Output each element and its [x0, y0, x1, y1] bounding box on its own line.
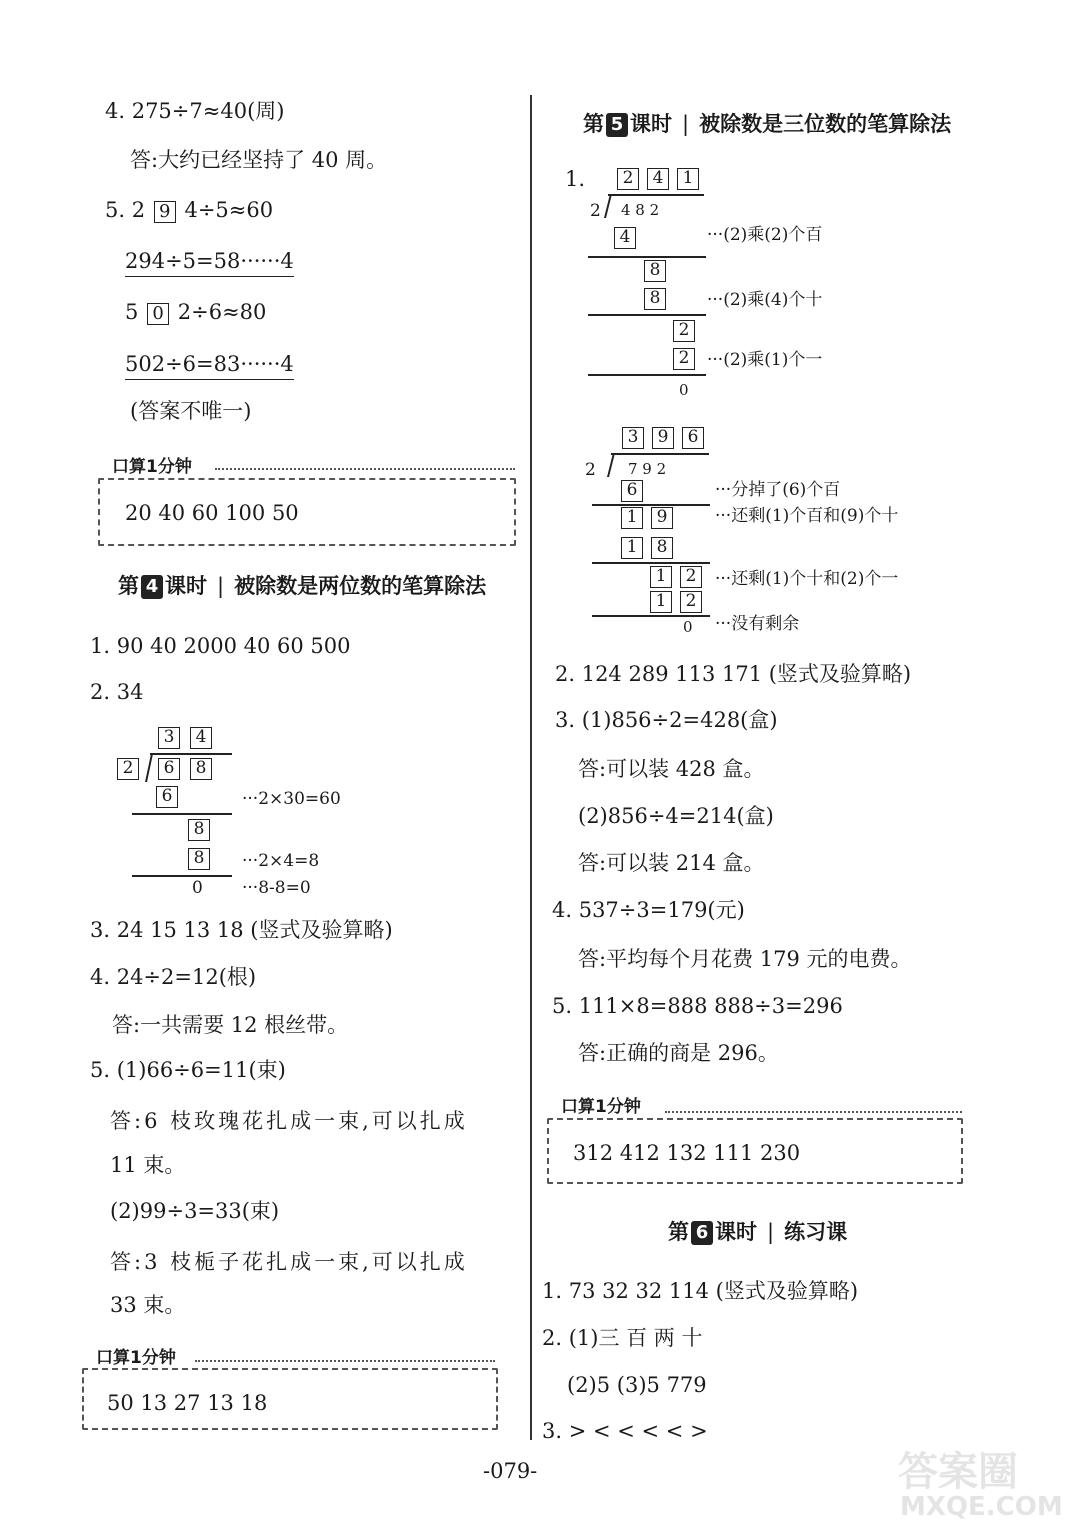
kousuan-label-2: 口算1分钟: [92, 1343, 180, 1368]
step-note: ···(2)乘(2)个百: [707, 225, 823, 245]
lesson-6-pre: 第: [668, 1220, 689, 1244]
subtraction-line: [588, 374, 706, 376]
dividend: 7 9 2: [628, 460, 667, 478]
remainder-box: 8: [188, 819, 210, 841]
lesson-5-header: [583, 110, 951, 138]
divisor-box: 2: [117, 758, 139, 780]
subtrahend-box: 8: [188, 848, 210, 870]
division-bracket: [604, 194, 611, 218]
kousuan-dots: [215, 468, 515, 470]
lesson-4-header: [118, 572, 486, 600]
remainder-box: 8: [644, 260, 666, 282]
subtrahend-box: 8: [644, 288, 666, 310]
subtrahend-box: 1: [650, 591, 672, 613]
l-q5-row1: [105, 197, 273, 223]
r-q3-eq1: 3. (1)856÷2=428(盒): [555, 708, 778, 732]
l-q5-row3-pre: 5: [125, 300, 139, 324]
subtrahend-box: 6: [621, 480, 643, 502]
zero-remainder: 0: [683, 618, 693, 636]
r-q4-equation: 4. 537÷3=179(元): [552, 898, 745, 922]
step-note: ···没有剩余: [715, 614, 800, 634]
l-q4-answer: 答:大约已经坚持了 40 周。: [130, 148, 388, 172]
l4-q5-ans2b: 33 束。: [110, 1293, 186, 1317]
subtrahend-box: 2: [680, 591, 702, 613]
step-note: ···(2)乘(1)个一: [707, 350, 823, 370]
subtraction-line: [588, 256, 706, 258]
kousuan-label-3: 口算1分钟: [557, 1092, 645, 1117]
lesson-6-title: 练习课: [784, 1220, 848, 1244]
step-note: ···还剩(1)个十和(2)个一: [715, 569, 899, 589]
zero-remainder: 0: [192, 878, 203, 898]
subtrahend-box: 1: [621, 537, 643, 559]
lesson-6-post: 课时: [715, 1220, 757, 1244]
step-note: ···8-8=0: [242, 878, 311, 898]
subtrahend-box: 8: [651, 537, 673, 559]
subtraction-line: [588, 314, 706, 316]
r-q3-ans1: 答:可以装 428 盒。: [578, 757, 765, 781]
kousuan-label-1: 口算1分钟: [108, 452, 196, 477]
quotient-digit: 6: [682, 427, 704, 449]
quotient-digit: 2: [617, 168, 639, 190]
l-q5-row4: 502÷6=83······4: [125, 351, 294, 380]
l-q5-row3: [125, 299, 266, 325]
remainder-box: 2: [673, 320, 695, 342]
l-q5-note: (答案不唯一): [130, 399, 252, 423]
subtrahend-box: 4: [614, 227, 636, 249]
zero-remainder: 0: [679, 381, 689, 399]
watermark-line2: MXQE.COM: [900, 1492, 1063, 1522]
page-number: -079-: [483, 1459, 538, 1483]
l4-q5-ans1b: 11 束。: [110, 1153, 186, 1177]
lesson-6-badge: 6: [691, 1221, 713, 1245]
quotient-digit: 3: [622, 427, 644, 449]
r-q3-ans2: 答:可以装 214 盒。: [578, 851, 765, 875]
l-q5-row1-pre: 5. 2: [105, 198, 146, 222]
lesson-5-post: 课时: [630, 112, 672, 136]
lesson-4-badge: 4: [141, 575, 163, 599]
l6-q2a: 2. (1)三 百 两 十: [542, 1326, 703, 1350]
division-bracket: [145, 754, 152, 782]
step-note: ···2×30=60: [242, 789, 341, 809]
kousuan-values-1: 20 40 60 100 50: [125, 501, 299, 525]
division-bar: [608, 194, 704, 196]
l4-q5-ans2a: 答:3 枝栀子花扎成一束,可以扎成: [110, 1250, 468, 1274]
subtrahend-box: 6: [156, 786, 178, 808]
header-separator: |: [217, 574, 225, 598]
kousuan-dots: [665, 1111, 962, 1113]
l-q5-row1-post: 4÷5≈60: [184, 198, 274, 222]
l4-q4-equation: 4. 24÷2=12(根): [90, 965, 257, 989]
division-bracket: [607, 453, 614, 477]
l6-q2b: (2)5 (3)5 779: [567, 1373, 707, 1397]
subtraction-line: [132, 813, 232, 815]
lesson-5-pre: 第: [583, 112, 604, 136]
l-q5-row2: 294÷5=58······4: [125, 248, 294, 277]
r-q4-answer: 答:平均每个月花费 179 元的电费。: [578, 947, 912, 971]
dividend: 4 8 2: [621, 201, 660, 219]
r-q1-label: 1.: [565, 167, 586, 191]
kousuan-values-2: 50 13 27 13 18: [107, 1391, 268, 1415]
quotient-digit: 3: [158, 727, 180, 749]
r-q5-answer: 答:正确的商是 296。: [578, 1041, 779, 1065]
l-q4-equation: 4. 275÷7≈40(周): [105, 99, 285, 123]
l4-q1: 1. 90 40 2000 40 60 500: [90, 634, 351, 658]
l-q5-row3-box: 0: [147, 303, 169, 325]
l4-q3: 3. 24 15 13 18 (竖式及验算略): [90, 918, 393, 942]
l-q5-row1-box: 9: [154, 201, 176, 223]
watermark-line1: 答案圈: [898, 1449, 1018, 1495]
quotient-digit: 4: [190, 727, 212, 749]
division-bar: [611, 453, 709, 455]
lesson-5-badge: 5: [606, 113, 628, 137]
step-note: ···还剩(1)个百和(9)个十: [715, 506, 899, 526]
step-note: ···分掉了(6)个百: [715, 480, 841, 500]
header-separator: |: [767, 1220, 775, 1244]
division-bar: [150, 753, 232, 755]
r-q3-eq2: (2)856÷4=214(盒): [578, 804, 774, 828]
l6-q1: 1. 73 32 32 114 (竖式及验算略): [542, 1279, 859, 1303]
remainder-box: 1: [650, 566, 672, 588]
quotient-digit: 9: [652, 427, 674, 449]
lesson-6-header: [668, 1218, 847, 1246]
l4-q5-eq1: 5. (1)66÷6=11(束): [90, 1058, 286, 1082]
header-separator: |: [682, 112, 690, 136]
kousuan-values-3: 312 412 132 111 230: [573, 1141, 801, 1165]
step-note: ···(2)乘(4)个十: [707, 290, 823, 310]
l4-q4-answer: 答:一共需要 12 根丝带。: [112, 1013, 349, 1037]
l-q5-row3-post: 2÷6≈80: [177, 300, 267, 324]
r-q2: 2. 124 289 113 171 (竖式及验算略): [555, 662, 912, 686]
l6-q3: 3. > < < < < >: [542, 1419, 708, 1443]
divisor: 2: [590, 201, 601, 221]
subtraction-line: [592, 504, 710, 506]
remainder-box: 9: [651, 507, 673, 529]
step-note: ···2×4=8: [242, 851, 320, 871]
quotient-digit: 4: [647, 168, 669, 190]
lesson-4-post: 课时: [165, 574, 207, 598]
quotient-digit: 1: [677, 168, 699, 190]
divisor: 2: [585, 460, 596, 480]
lesson-5-title: 被除数是三位数的笔算除法: [699, 112, 952, 136]
subtraction-line: [132, 875, 232, 877]
lesson-4-title: 被除数是两位数的笔算除法: [234, 574, 487, 598]
lesson-4-pre: 第: [118, 574, 139, 598]
remainder-box: 1: [621, 507, 643, 529]
dividend-digit: 6: [158, 758, 180, 780]
r-q5-equation: 5. 111×8=888 888÷3=296: [552, 994, 843, 1018]
subtraction-line: [592, 562, 710, 564]
remainder-box: 2: [680, 566, 702, 588]
dividend-digit: 8: [190, 758, 212, 780]
watermark-logo: [880, 1440, 1070, 1530]
kousuan-dots: [195, 1360, 495, 1362]
column-divider: [530, 95, 532, 1440]
subtrahend-box: 2: [673, 348, 695, 370]
l4-q5-ans1a: 答:6 枝玫瑰花扎成一束,可以扎成: [110, 1109, 468, 1133]
l4-q5-eq2: (2)99÷3=33(束): [110, 1199, 280, 1223]
l4-q2: 2. 34: [90, 680, 144, 704]
